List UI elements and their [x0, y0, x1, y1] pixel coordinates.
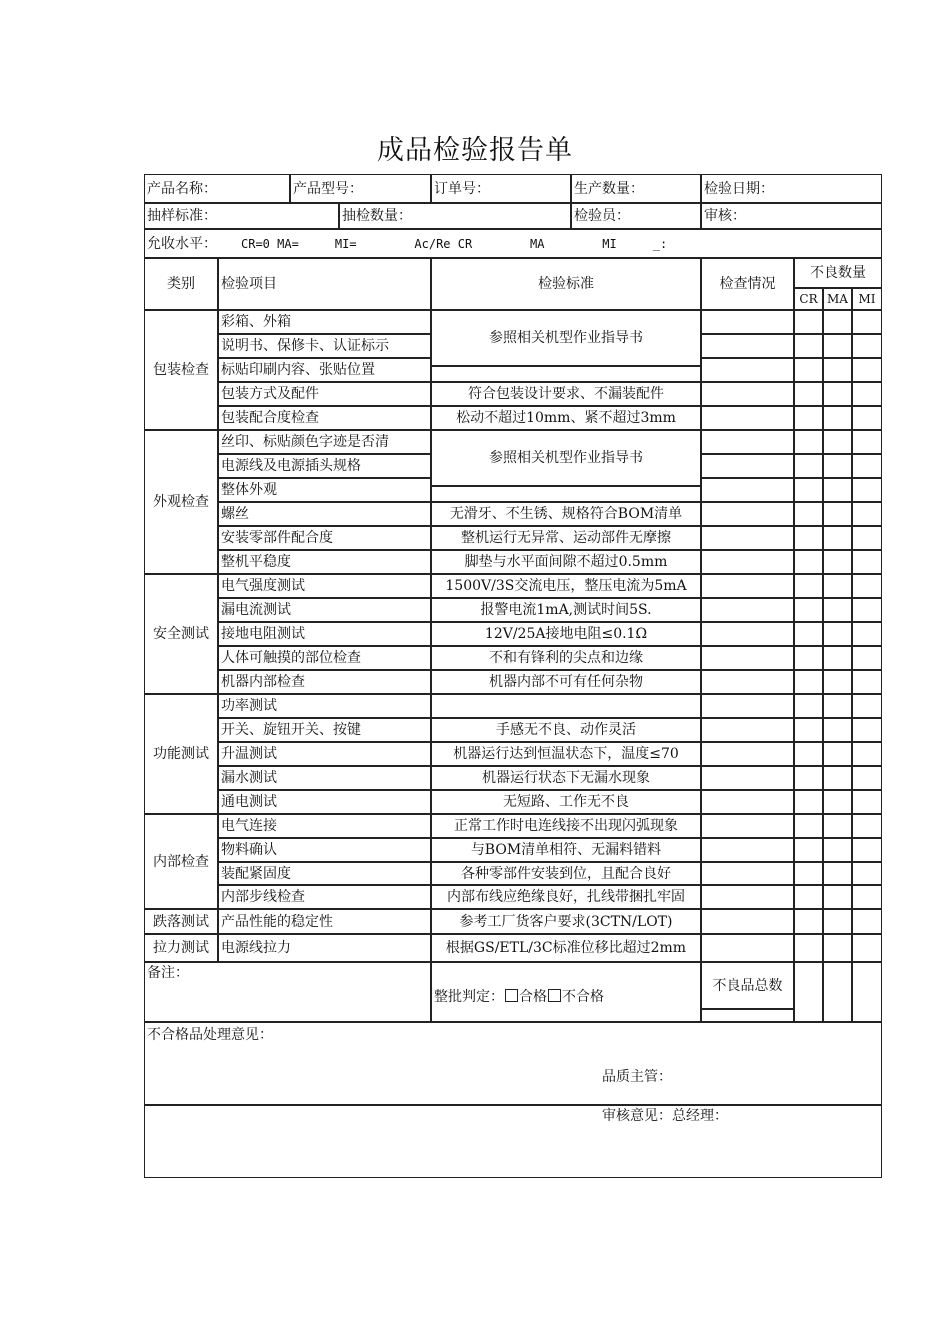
status-cell[interactable]: [701, 526, 794, 550]
ma-cell[interactable]: [823, 622, 852, 646]
category-function: 功能测试: [144, 694, 218, 814]
ma-cell[interactable]: [823, 574, 852, 598]
ma-cell[interactable]: [823, 694, 852, 718]
status-cell[interactable]: [701, 454, 794, 478]
mi-cell[interactable]: [852, 934, 882, 962]
col-defect-qty: 不良数量: [794, 258, 882, 288]
cr-cell[interactable]: [794, 526, 823, 550]
item-label: 彩箱、外箱: [218, 310, 431, 334]
cr-cell[interactable]: [794, 934, 823, 962]
item-label: 说明书、保修卡、认证标示: [218, 334, 431, 358]
remarks-label: 备注：: [147, 965, 189, 981]
total-mi-cell[interactable]: [852, 962, 882, 1022]
standard-text: 参照相关机型作业指导书: [431, 430, 701, 486]
ma-cell[interactable]: [823, 382, 852, 406]
sampling-standard-field[interactable]: 抽样标准：: [144, 203, 339, 229]
ma-cell[interactable]: [823, 790, 852, 814]
mi-cell[interactable]: [852, 502, 882, 526]
reviewer-field[interactable]: 审核：: [701, 203, 882, 229]
item-label: 产品性能的稳定性: [218, 909, 431, 934]
status-cell[interactable]: [701, 909, 794, 934]
cr-cell[interactable]: [794, 622, 823, 646]
status-cell[interactable]: [701, 838, 794, 862]
item-label: 螺丝: [218, 502, 431, 526]
total-defects-label: 不良品总数: [701, 962, 794, 1009]
item-label: 机器内部检查: [218, 670, 431, 694]
cr-cell[interactable]: [794, 766, 823, 790]
mi-cell[interactable]: [852, 646, 882, 670]
standard-text: 正常工作时电连线接不出现闪弧现象: [431, 814, 701, 838]
status-cell[interactable]: [701, 382, 794, 406]
mi-cell[interactable]: [852, 909, 882, 934]
pass-checkbox[interactable]: [505, 989, 518, 1002]
item-label: 装配紧固度: [218, 862, 431, 885]
item-label: 整体外观: [218, 478, 431, 502]
total-ma-cell[interactable]: [823, 962, 852, 1022]
verdict-label: 整批判定：: [434, 989, 504, 1005]
mi-cell[interactable]: [852, 718, 882, 742]
ma-cell[interactable]: [823, 718, 852, 742]
status-cell[interactable]: [701, 694, 794, 718]
page-title: 成品检验报告单: [377, 135, 573, 166]
status-cell[interactable]: [701, 358, 794, 382]
mi-cell[interactable]: [852, 430, 882, 454]
aql-row[interactable]: [144, 229, 882, 258]
ma-cell[interactable]: [823, 862, 852, 885]
category-pull: 拉力测试: [144, 934, 218, 962]
cr-cell[interactable]: [794, 502, 823, 526]
ma-cell[interactable]: [823, 814, 852, 838]
col-standard: 检验标准: [431, 258, 701, 310]
ma-cell[interactable]: [823, 670, 852, 694]
mi-cell[interactable]: [852, 694, 882, 718]
nonconforming-label: 不合格品处理意见：: [147, 1027, 273, 1043]
ma-cell[interactable]: [823, 909, 852, 934]
ma-cell[interactable]: [823, 934, 852, 962]
standard-text: 机器内部不可有任何杂物: [431, 670, 701, 694]
col-status: 检查情况: [701, 258, 794, 310]
standard-text: [431, 694, 701, 718]
standard-text: 报警电流1mA,测试时间5S.: [431, 598, 701, 622]
standard-text: 手感无不良、动作灵活: [431, 718, 701, 742]
ma-cell[interactable]: [823, 334, 852, 358]
quality-supervisor-label: 品质主管：: [602, 1069, 672, 1085]
ma-cell[interactable]: [823, 454, 852, 478]
item-label: 标贴印刷内容、张贴位置: [218, 358, 431, 382]
item-label: 包装配合度检查: [218, 406, 431, 430]
cr-cell[interactable]: [794, 694, 823, 718]
standard-blank: [431, 366, 701, 382]
status-cell[interactable]: [701, 406, 794, 430]
standard-text: 12V/25A接地电阻≤0.1Ω: [431, 622, 701, 646]
mi-cell[interactable]: [852, 670, 882, 694]
status-cell[interactable]: [701, 670, 794, 694]
item-label: 人体可触摸的部位检查: [218, 646, 431, 670]
pass-label: 合格: [519, 989, 547, 1005]
cr-cell[interactable]: [794, 358, 823, 382]
mi-cell[interactable]: [852, 310, 882, 334]
cr-cell[interactable]: [794, 838, 823, 862]
item-label: 开关、旋钮开关、按键: [218, 718, 431, 742]
cr-cell[interactable]: [794, 550, 823, 574]
status-cell[interactable]: [701, 742, 794, 766]
cr-cell[interactable]: [794, 430, 823, 454]
standard-blank: [431, 486, 701, 502]
mi-cell[interactable]: [852, 334, 882, 358]
cr-cell[interactable]: [794, 742, 823, 766]
mi-cell[interactable]: [852, 838, 882, 862]
standard-text: 参考工厂货客户要求(3CTN/LOT): [431, 909, 701, 934]
standard-text: 符合包装设计要求、不漏装配件: [431, 382, 701, 406]
standard-text: 参照相关机型作业指导书: [431, 310, 701, 366]
mi-cell[interactable]: [852, 862, 882, 885]
total-cr-cell[interactable]: [794, 962, 823, 1022]
item-label: 安装零部件配合度: [218, 526, 431, 550]
standard-text: 根据GS/ETL/3C标准位移比超过2mm: [431, 934, 701, 962]
cr-cell[interactable]: [794, 885, 823, 909]
item-label: 接地电阻测试: [218, 622, 431, 646]
cr-cell[interactable]: [794, 478, 823, 502]
status-cell[interactable]: [701, 598, 794, 622]
ma-cell[interactable]: [823, 766, 852, 790]
cr-cell[interactable]: [794, 310, 823, 334]
standard-text: 机器运行达到恒温状态下，温度≤70: [431, 742, 701, 766]
col-ma: MA: [823, 288, 852, 310]
status-cell[interactable]: [701, 550, 794, 574]
status-cell[interactable]: [701, 790, 794, 814]
ma-cell[interactable]: [823, 742, 852, 766]
category-internal: 内部检查: [144, 814, 218, 909]
item-label: 物料确认: [218, 838, 431, 862]
ma-cell[interactable]: [823, 406, 852, 430]
aql-values: CR=0 MA= MI= Ac/Re CR MA MI _:: [241, 236, 668, 251]
status-cell[interactable]: [701, 334, 794, 358]
item-label: 升温测试: [218, 742, 431, 766]
standard-text: 无短路、工作无不良: [431, 790, 701, 814]
category-drop: 跌落测试: [144, 909, 218, 934]
item-label: 电气强度测试: [218, 574, 431, 598]
standard-text: 无滑牙、不生锈、规格符合BOM清单: [431, 502, 701, 526]
cr-cell[interactable]: [794, 814, 823, 838]
status-cell[interactable]: [701, 814, 794, 838]
cr-cell[interactable]: [794, 334, 823, 358]
ma-cell[interactable]: [823, 550, 852, 574]
review-opinion-label: 审核意见：总经理：: [602, 1108, 728, 1124]
item-label: 丝印、标贴颜色字迹是否清: [218, 430, 431, 454]
remarks-cell[interactable]: [144, 962, 431, 1022]
status-cell[interactable]: [701, 478, 794, 502]
col-mi: MI: [852, 288, 882, 310]
ma-cell[interactable]: [823, 598, 852, 622]
production-qty-field[interactable]: 生产数量：: [571, 174, 701, 203]
mi-cell[interactable]: [852, 742, 882, 766]
item-label: 通电测试: [218, 790, 431, 814]
review-section[interactable]: [144, 1105, 882, 1178]
mi-cell[interactable]: [852, 885, 882, 909]
ma-cell[interactable]: [823, 358, 852, 382]
item-label: 包装方式及配件: [218, 382, 431, 406]
status-cell[interactable]: [701, 430, 794, 454]
standard-text: 机器运行状态下无漏水现象: [431, 766, 701, 790]
verdict-cell: [431, 962, 701, 1022]
cr-cell[interactable]: [794, 646, 823, 670]
fail-checkbox[interactable]: [548, 989, 561, 1002]
product-name-field[interactable]: 产品名称：: [144, 174, 290, 203]
mi-cell[interactable]: [852, 598, 882, 622]
cr-cell[interactable]: [794, 454, 823, 478]
cr-cell[interactable]: [794, 790, 823, 814]
standard-text: 不和有锋利的尖点和边缘: [431, 646, 701, 670]
product-model-field[interactable]: 产品型号：: [290, 174, 431, 203]
category-appearance: 外观检查: [144, 430, 218, 574]
col-item: 检验项目: [218, 258, 431, 310]
mi-cell[interactable]: [852, 814, 882, 838]
sample-qty-field[interactable]: 抽检数量：: [339, 203, 571, 229]
standard-text: 内部布线应绝缘良好，扎线带捆扎牢固: [431, 885, 701, 909]
mi-cell[interactable]: [852, 790, 882, 814]
mi-cell[interactable]: [852, 766, 882, 790]
standard-text: 各种零部件安装到位，且配合良好: [431, 862, 701, 885]
item-label: 电源线拉力: [218, 934, 431, 962]
status-cell[interactable]: [701, 502, 794, 526]
inspector-field[interactable]: 检验员：: [571, 203, 701, 229]
ma-cell[interactable]: [823, 885, 852, 909]
item-label: 内部步线检查: [218, 885, 431, 909]
standard-text: 脚垫与水平面间隙不超过0.5mm: [431, 550, 701, 574]
cr-cell[interactable]: [794, 718, 823, 742]
mi-cell[interactable]: [852, 382, 882, 406]
standard-text: 整机运行无异常、运动部件无摩擦: [431, 526, 701, 550]
category-packaging: 包装检查: [144, 310, 218, 430]
ma-cell[interactable]: [823, 310, 852, 334]
ma-cell[interactable]: [823, 646, 852, 670]
mi-cell[interactable]: [852, 526, 882, 550]
standard-text: 1500V/3S交流电压，整压电流为5mA: [431, 574, 701, 598]
standard-text: 松动不超过10mm、紧不超过3mm: [431, 406, 701, 430]
order-no-field[interactable]: 订单号：: [431, 174, 571, 203]
status-cell[interactable]: [701, 885, 794, 909]
cr-cell[interactable]: [794, 670, 823, 694]
item-label: 漏电流测试: [218, 598, 431, 622]
cr-cell[interactable]: [794, 382, 823, 406]
ma-cell[interactable]: [823, 838, 852, 862]
status-cell[interactable]: [701, 718, 794, 742]
mi-cell[interactable]: [852, 358, 882, 382]
inspection-date-field[interactable]: 检验日期：: [701, 174, 882, 203]
col-category: 类别: [144, 258, 218, 310]
standard-text: 与BOM清单相符、无漏料错料: [431, 838, 701, 862]
nonconforming-section[interactable]: [144, 1022, 882, 1105]
status-cell[interactable]: [701, 766, 794, 790]
cr-cell[interactable]: [794, 909, 823, 934]
mi-cell[interactable]: [852, 406, 882, 430]
category-safety: 安全测试: [144, 574, 218, 694]
status-cell[interactable]: [701, 310, 794, 334]
status-cell[interactable]: [701, 646, 794, 670]
fail-label: 不合格: [562, 989, 604, 1005]
item-label: 漏水测试: [218, 766, 431, 790]
status-cell[interactable]: [701, 862, 794, 885]
total-defects-blank: [701, 1009, 794, 1022]
item-label: 电气连接: [218, 814, 431, 838]
mi-cell[interactable]: [852, 622, 882, 646]
col-cr: CR: [794, 288, 823, 310]
ma-cell[interactable]: [823, 478, 852, 502]
cr-cell[interactable]: [794, 598, 823, 622]
mi-cell[interactable]: [852, 454, 882, 478]
mi-cell[interactable]: [852, 574, 882, 598]
item-label: 整机平稳度: [218, 550, 431, 574]
item-label: 功率测试: [218, 694, 431, 718]
item-label: 电源线及电源插头规格: [218, 454, 431, 478]
ma-cell[interactable]: [823, 526, 852, 550]
mi-cell[interactable]: [852, 478, 882, 502]
mi-cell[interactable]: [852, 550, 882, 574]
ma-cell[interactable]: [823, 502, 852, 526]
status-cell[interactable]: [701, 574, 794, 598]
cr-cell[interactable]: [794, 406, 823, 430]
status-cell[interactable]: [701, 622, 794, 646]
cr-cell[interactable]: [794, 862, 823, 885]
ma-cell[interactable]: [823, 430, 852, 454]
cr-cell[interactable]: [794, 574, 823, 598]
status-cell[interactable]: [701, 934, 794, 962]
aql-label: 允收水平：: [147, 235, 217, 252]
